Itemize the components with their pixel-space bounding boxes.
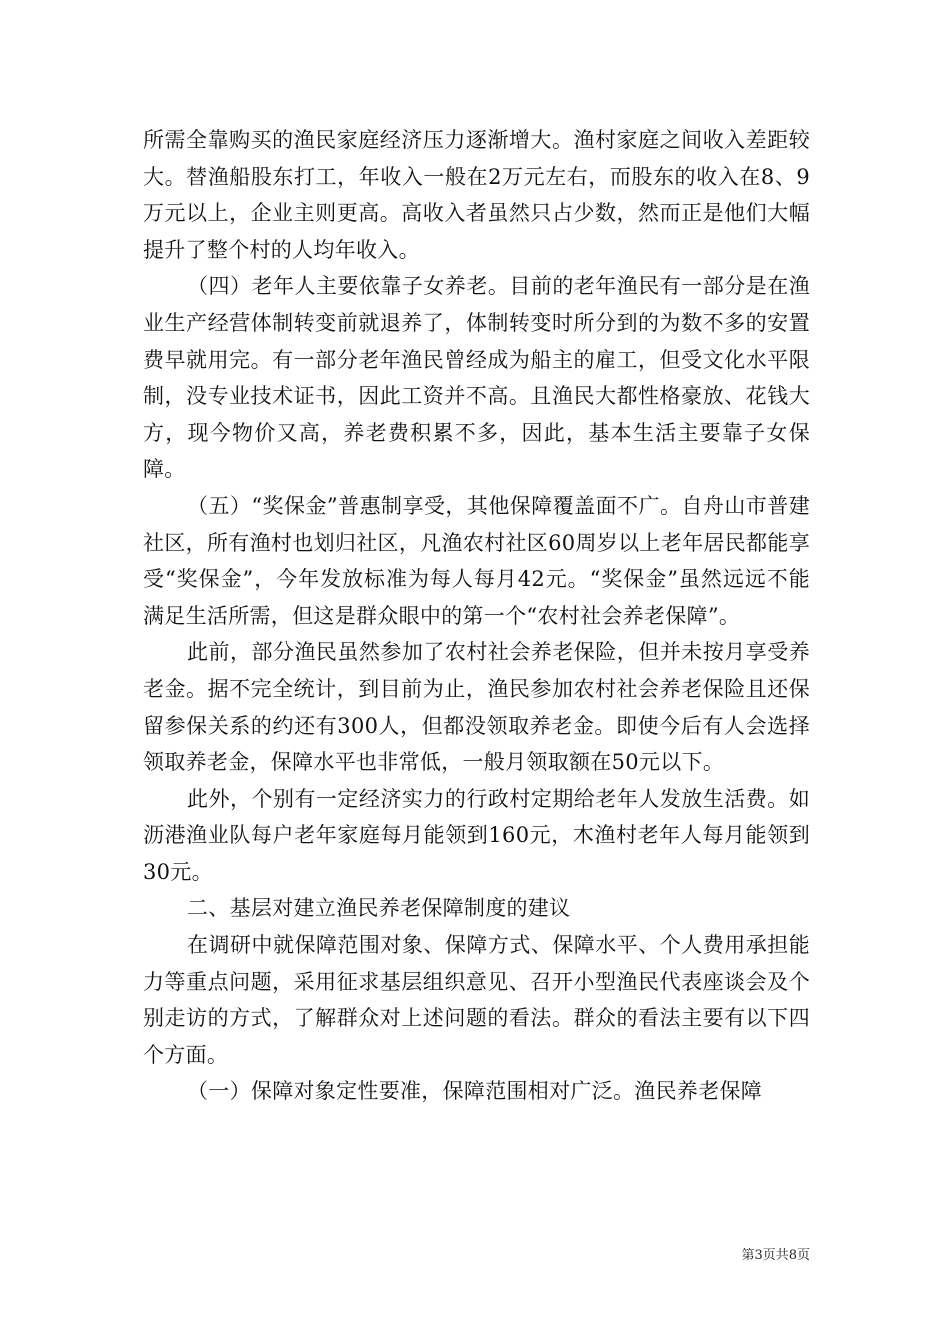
paragraph-4: 此前，部分渔民虽然参加了农村社会养老保险，但并未按月享受养老金。据不完全统计，到目前为止，渔民参加农村社会养老保险且还保留参保关系的约还有300人，但都没领取养老金。即使今后有人会选择领取养老金，保障水平也非常低，一般月领取额在50元以下。 (143, 640, 810, 775)
paragraph-7: 在调研中就保障范围对象、保障方式、保障水平、个人费用承担能力等重点问题，采用征求基层组织意见、召开小型渔民代表座谈会及个别走访的方式，了解群众对上述问题的看法。群众的看法主要有以下四个方面。 (143, 933, 810, 1067)
document-body (143, 122, 810, 1110)
section-heading: 二、基层对建立渔民养老保障制度的建议 (187, 896, 571, 921)
paragraph-1: 所需全靠购买的渔民家庭经济压力逐渐增大。渔村家庭之间收入差距较大。替渔船股东打工，年收入一般在2万元左右，而股东的收入在8、9万元以上，企业主则更高。高收入者虽然只占少数，然而正是他们大幅提升了整个村的人均年收入。 (143, 128, 810, 262)
paragraph-8: （一）保障对象定性要准，保障范围相对广泛。渔民养老保障 (187, 1079, 763, 1104)
page-number: 第3页共8页 (741, 1248, 810, 1263)
paragraph-3: （五）“奖保金”普惠制享受，其他保障覆盖面不广。自舟山市普建社区，所有渔村也划归社区，凡渔农村社区60周岁以上老年居民都能享受“奖保金”，今年发放标准为每人每月42元。“奖保金”虽然远远不能满足生活所需，但这是群众眼中的第一个“农村社会养老保障”。 (143, 493, 810, 628)
paragraph-5: 此外，个别有一定经济实力的行政村定期给老年人发放生活费。如沥港渔业队每户老年家庭每月能领到160元，木渔村老年人每月能领到30元。 (143, 786, 810, 884)
paragraph-2: （四）老年人主要依靠子女养老。目前的老年渔民有一部分是在渔业生产经营体制转变前就退养了，体制转变时所分到的为数不多的安置费早就用完。有一部分老年渔民曾经成为船主的雇工，但受文化水平限制，没专业技术证书，因此工资并不高。且渔民大都性格豪放、花钱大方，现今物价又高，养老费积累不多，因此，基本生活主要靠子女保障。 (143, 274, 810, 482)
